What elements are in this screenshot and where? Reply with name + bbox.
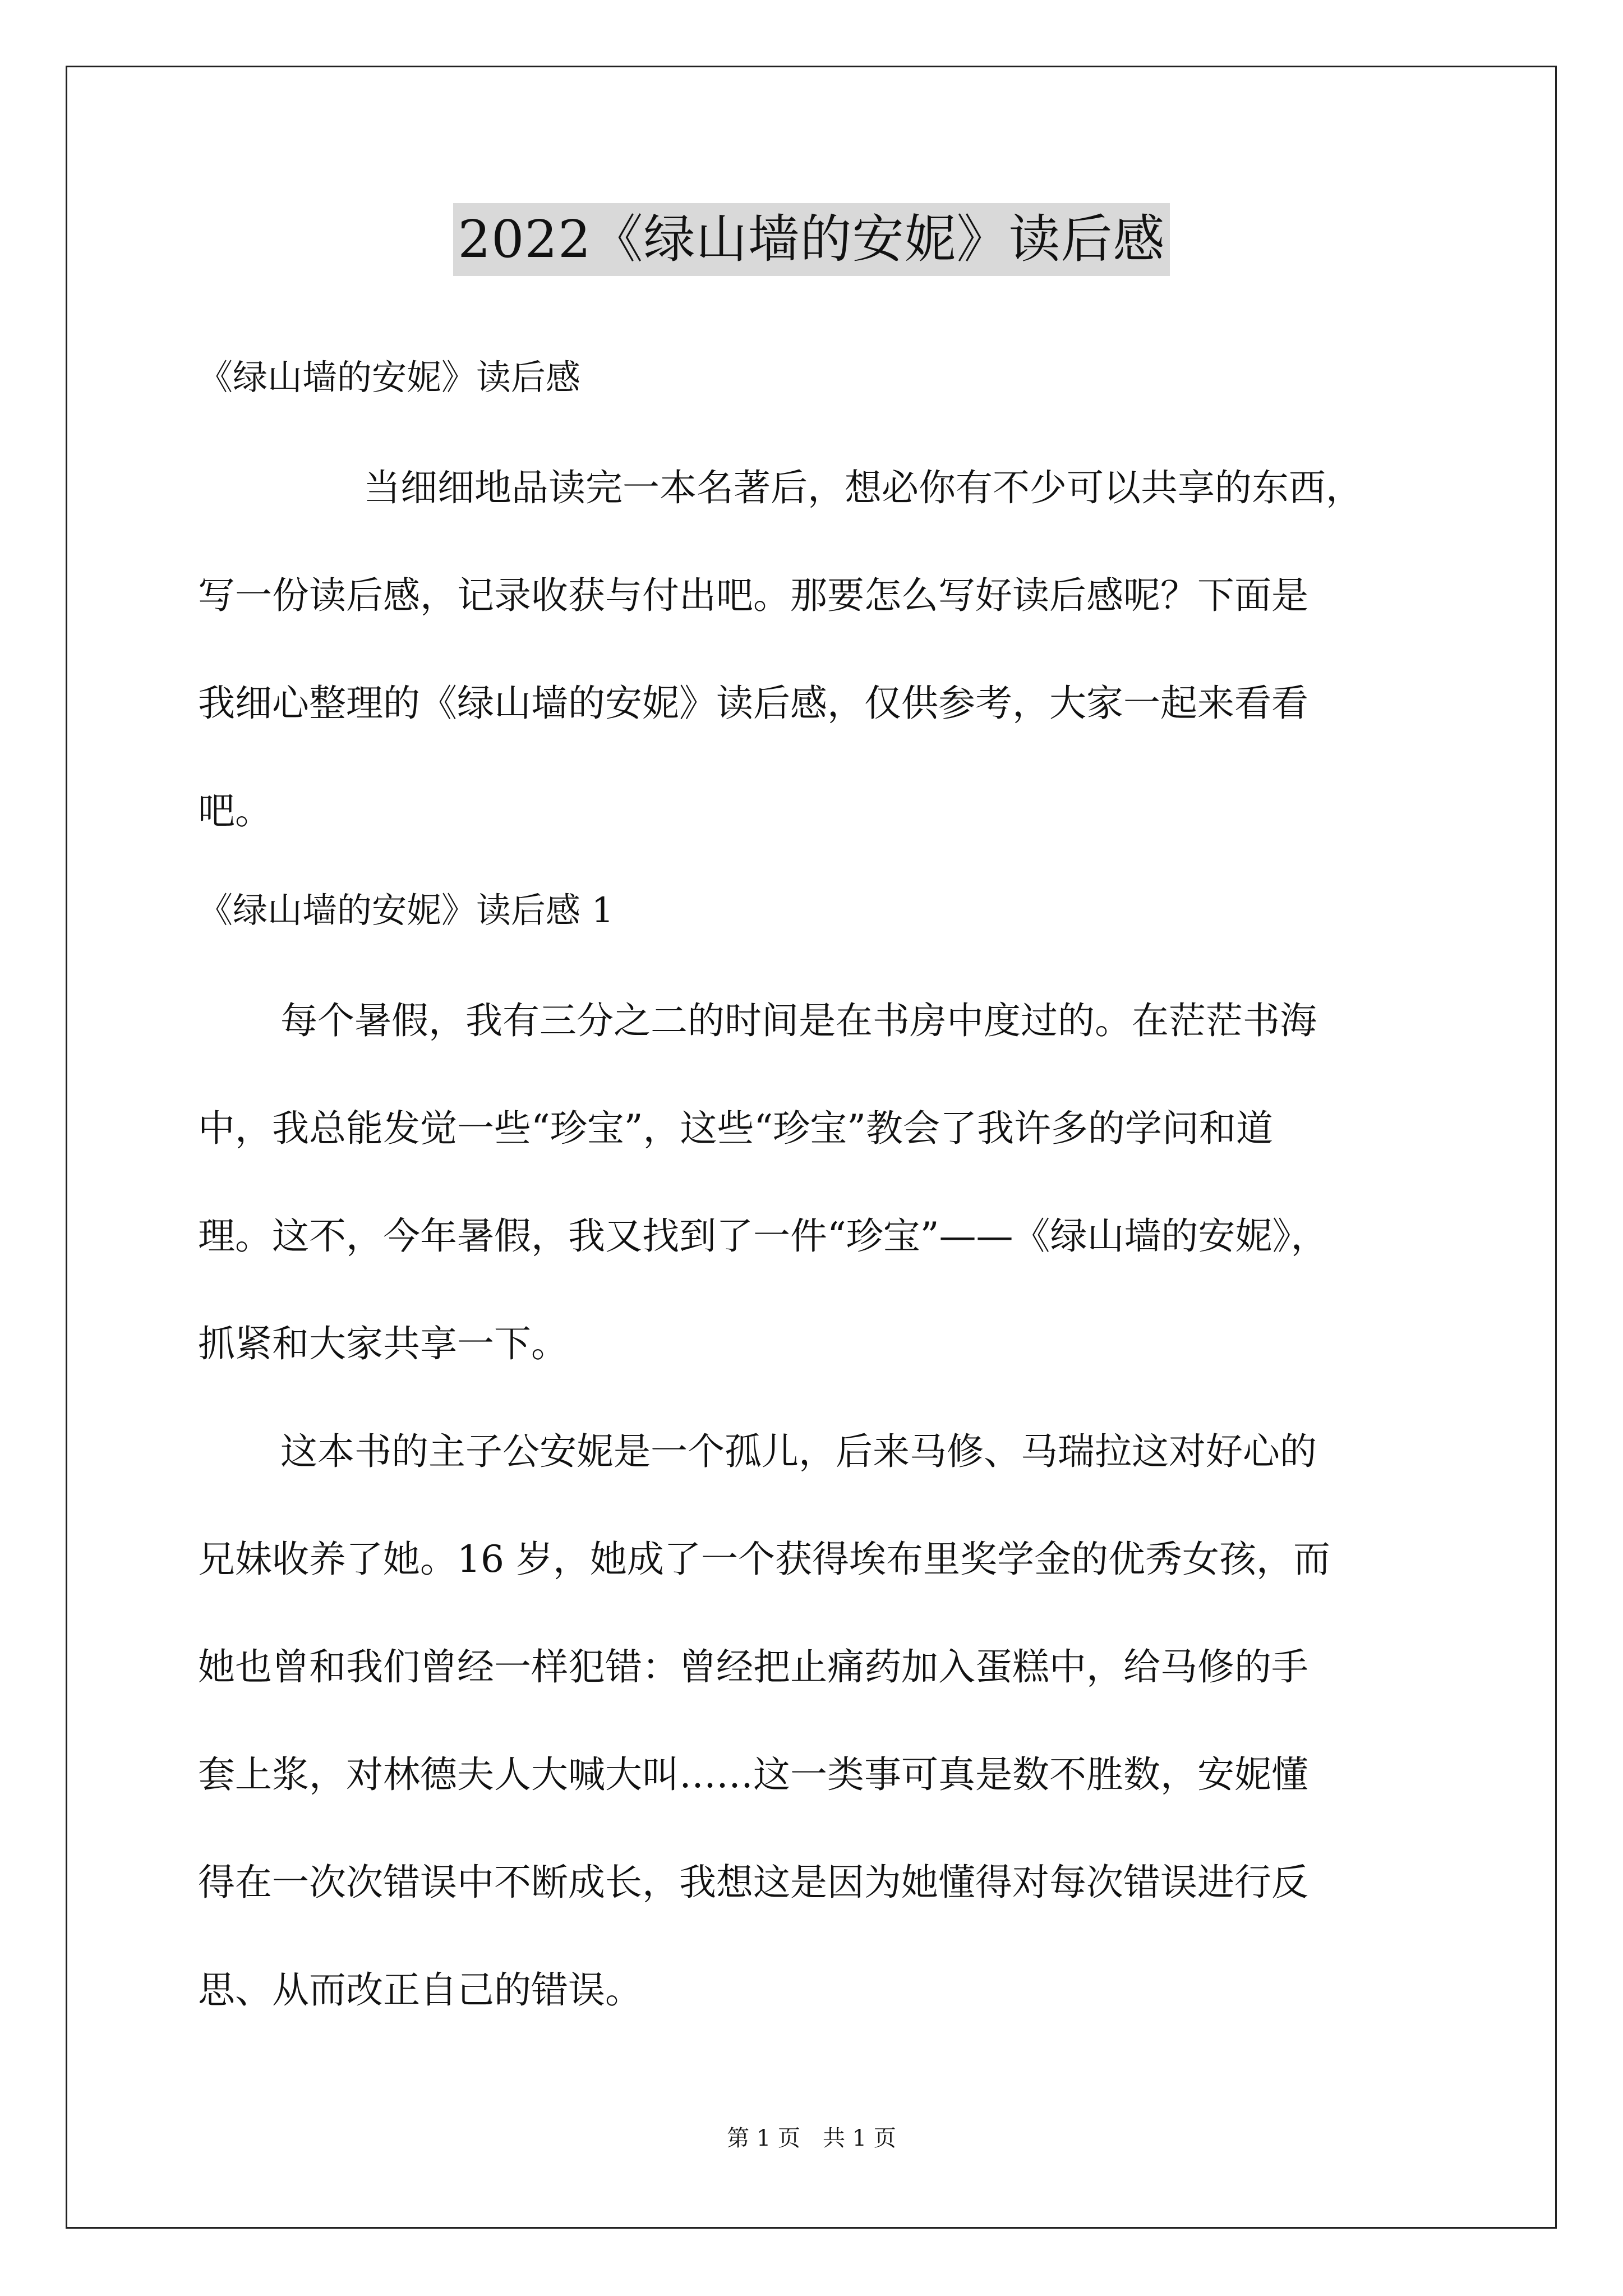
paragraph-line: 套上浆，对林德夫人大喊大叫……这一类事可真是数不胜数，安妮懂 bbox=[198, 1753, 1308, 1796]
document-title: 2022《绿山墙的安妮》读后感 bbox=[453, 203, 1169, 276]
section-heading-main: 《绿山墙的安妮》读后感 bbox=[198, 357, 581, 398]
paragraph-line: 她也曾和我们曾经一样犯错：曾经把止痛药加入蛋糕中，给马修的手 bbox=[198, 1645, 1308, 1688]
intro-line: 写一份读后感，记录收获与付出吧。那要怎么写好读后感呢？下面是 bbox=[198, 574, 1308, 617]
paragraph-line: 得在一次次错误中不断成长，我想这是因为她懂得对每次错误进行反 bbox=[198, 1861, 1308, 1904]
paragraph-line: 这本书的主子公安妮是一个孤儿，后来马修、马瑞拉这对好心的 bbox=[280, 1430, 1317, 1473]
page-footer: 第 1 页 共 1 页 bbox=[727, 2125, 896, 2151]
intro-line: 当细细地品读完一本名著后，想必你有不少可以共享的东西， bbox=[363, 466, 1363, 509]
paragraph-line: 抓紧和大家共享一下。 bbox=[198, 1322, 568, 1365]
paragraph-line: 思、从而改正自己的错误。 bbox=[198, 1968, 642, 2012]
intro-line: 我细心整理的《绿山墙的安妮》读后感，仅供参考，大家一起来看看 bbox=[198, 682, 1308, 725]
section-heading-1: 《绿山墙的安妮》读后感 1 bbox=[198, 890, 614, 931]
paragraph-line: 兄妹收养了她。16 岁，她成了一个获得埃布里奖学金的优秀女孩，而 bbox=[198, 1538, 1330, 1581]
paragraph-line: 中，我总能发觉一些“珍宝”，这些“珍宝”教会了我许多的学问和道 bbox=[198, 1107, 1273, 1150]
paragraph-line: 理。这不，今年暑假，我又找到了一件“珍宝”——《绿山墙的安妮》， bbox=[198, 1214, 1328, 1258]
paragraph-line: 每个暑假，我有三分之二的时间是在书房中度过的。在茫茫书海 bbox=[280, 999, 1317, 1042]
title-container bbox=[0, 203, 1623, 276]
intro-line: 吧。 bbox=[198, 789, 272, 832]
